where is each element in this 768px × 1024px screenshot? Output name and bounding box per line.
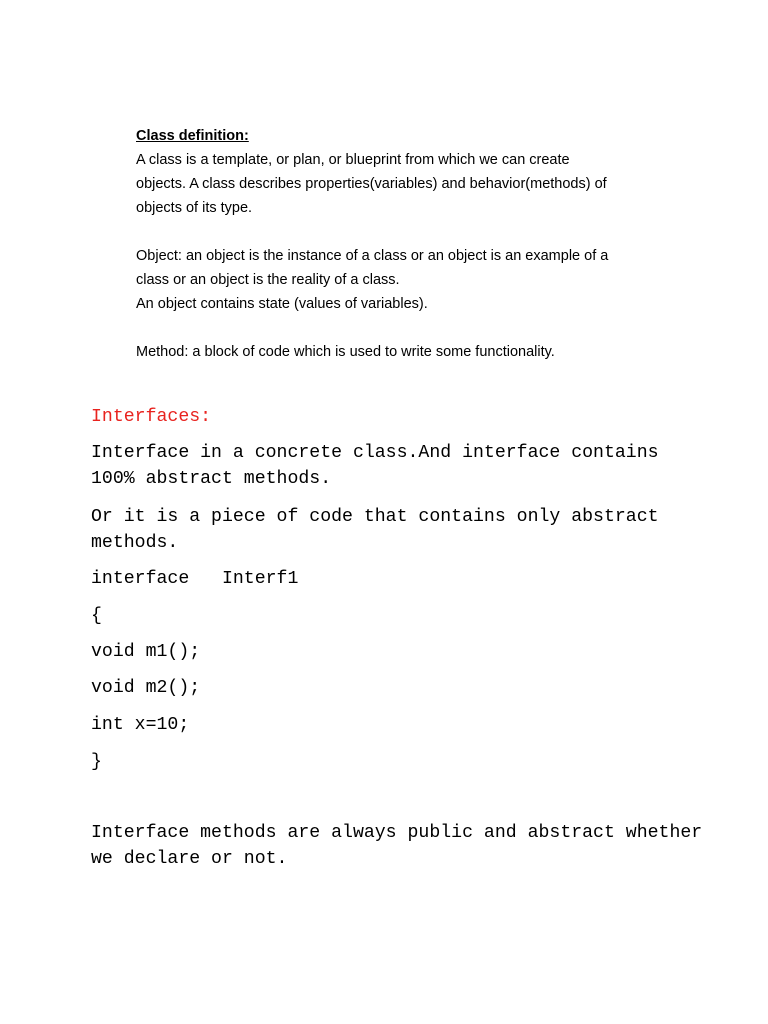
object-definition-line-1: Object: an object is the instance of a class or an object is an example of a — [136, 248, 609, 264]
definitions-section — [136, 124, 696, 364]
code-line-field: int x=10; — [91, 715, 190, 735]
class-definition-heading: Class definition: — [136, 128, 249, 144]
object-definition-line-3: An object contains state (values of variables). — [136, 296, 428, 312]
interface-description: Interface in a concrete class.And interface contains 100% abstract methods. — [91, 443, 670, 489]
class-definition-line-3: objects of its type. — [136, 200, 253, 216]
spacer — [136, 220, 696, 244]
method-definition: Method: a block of code which is used to write some functionality. — [136, 344, 555, 360]
interfaces-heading: Interfaces: — [91, 407, 212, 427]
interface-alt-description: Or it is a piece of code that contains only abstract methods. — [91, 507, 670, 553]
spacer — [136, 316, 696, 340]
interface-methods-note: Interface methods are always public and abstract whether we declare or not. — [91, 823, 714, 869]
code-line-open-brace: { — [91, 606, 102, 626]
code-line-m2: void m2(); — [91, 678, 201, 698]
object-definition-line-2: class or an object is the reality of a class. — [136, 272, 400, 288]
code-line-m1: void m1(); — [91, 642, 201, 662]
code-line-close-brace: } — [91, 752, 102, 772]
class-definition-line-2: objects. A class describes properties(variables) and behavior(methods) of — [136, 176, 607, 192]
class-definition-line-1: A class is a template, or plan, or blueprint from which we can create — [136, 152, 570, 168]
code-line-interface-decl: interface Interf1 — [91, 569, 299, 589]
